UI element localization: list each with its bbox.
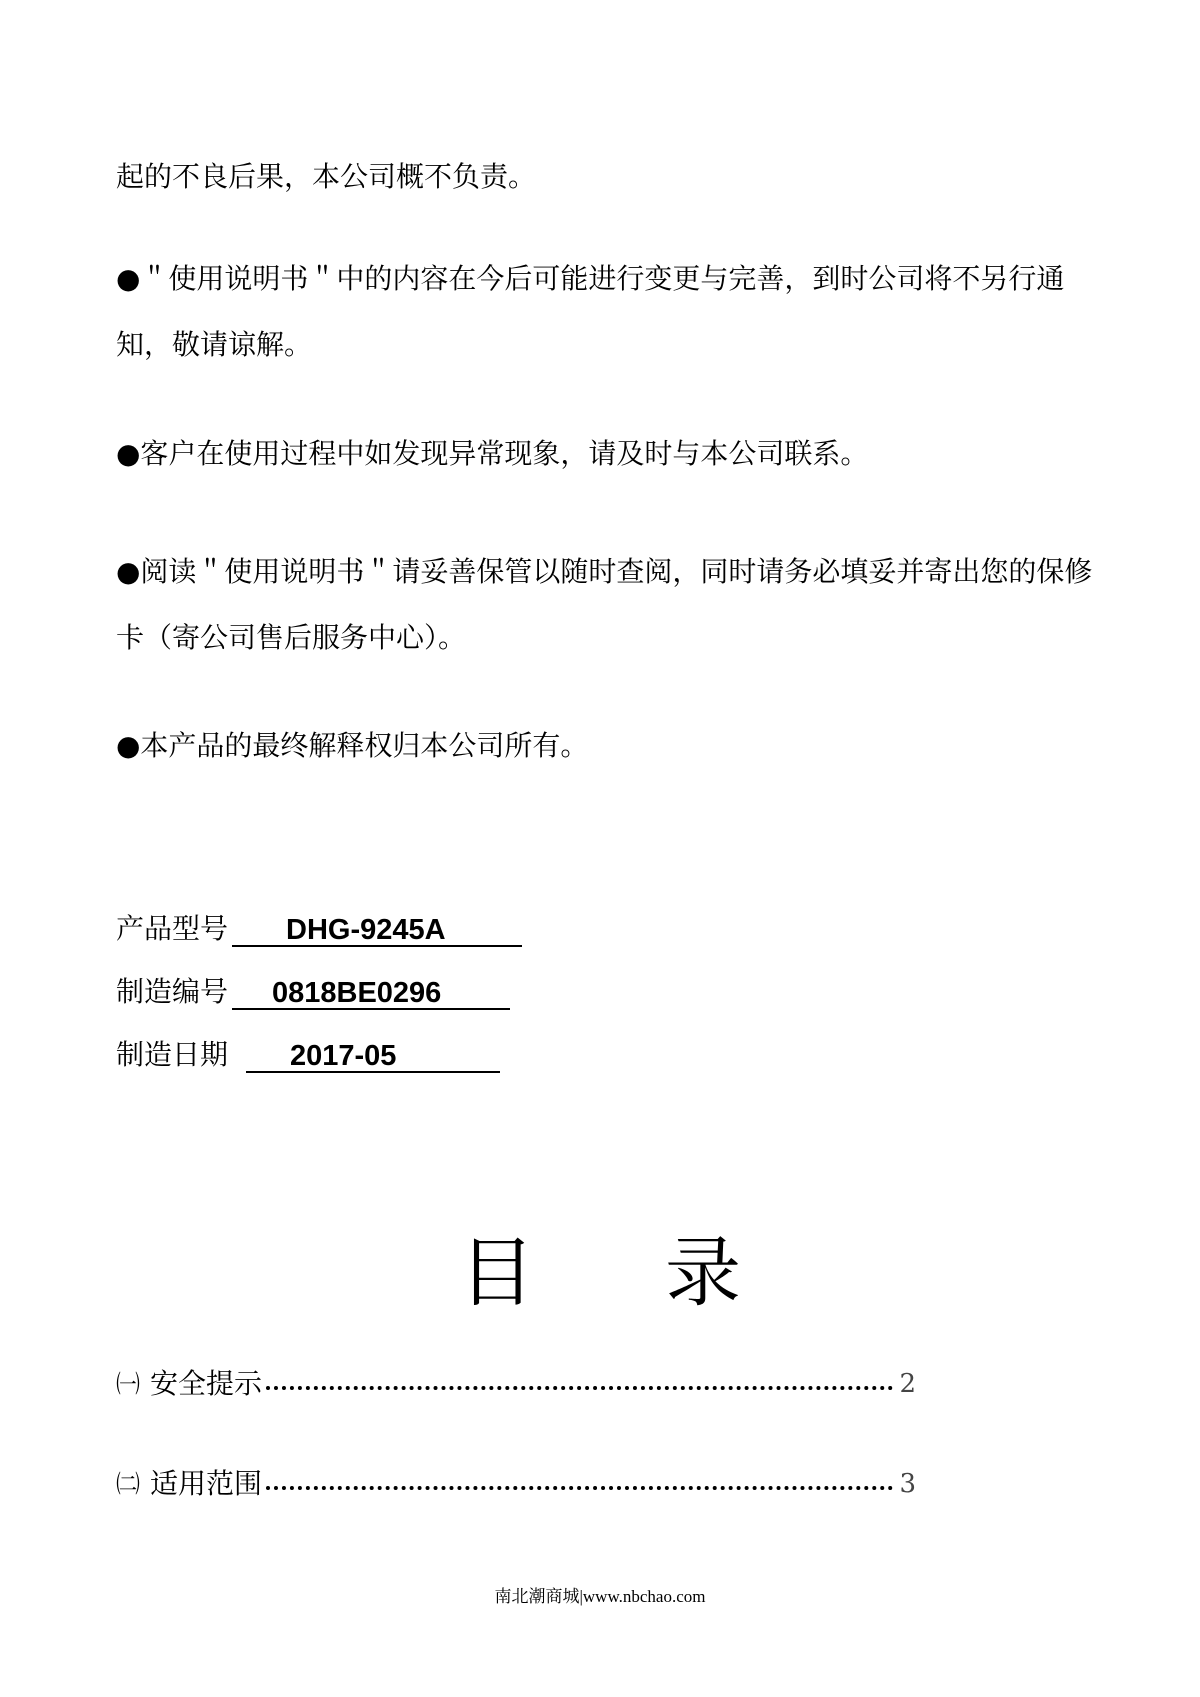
toc-item-label: 适用范围 xyxy=(150,1467,263,1500)
product-model-label: 产品型号 xyxy=(116,912,229,945)
serial-number-value: 0818BE0296 xyxy=(232,970,510,1010)
paragraph-final-interpretation: ●本产品的最终解释权归本公司所有。 xyxy=(116,729,589,762)
manufacture-date-row xyxy=(116,1033,397,1077)
paragraph-disclaimer-end: 起的不良后果，本公司概不负责。 xyxy=(116,160,537,193)
toc-item-page: 3 xyxy=(899,1469,916,1499)
toc-title-char-2: 录 xyxy=(665,1228,741,1317)
toc-leader-dots xyxy=(266,1486,893,1490)
product-model-value: DHG-9245A xyxy=(232,907,522,947)
toc-title-char-1: 目 xyxy=(459,1228,535,1317)
paragraph-manual-changes: ●＂使用说明书＂中的内容在今后可能进行变更与完善，到时公司将不另行通知，敬请谅解。 xyxy=(116,262,1065,361)
toc-item-number: ㈠ xyxy=(116,1370,140,1398)
page-footer: 南北潮商城|www.nbchao.com xyxy=(494,1587,706,1606)
manufacture-date-label: 制造日期 xyxy=(116,1038,229,1071)
product-model-row xyxy=(116,907,446,951)
toc-item-page: 2 xyxy=(899,1369,916,1399)
toc-item-label: 安全提示 xyxy=(150,1367,263,1400)
toc-item[interactable] xyxy=(116,1362,916,1406)
serial-number-row xyxy=(116,970,442,1014)
toc-leader-dots xyxy=(266,1386,893,1390)
toc-item-number: ㈡ xyxy=(116,1470,140,1498)
toc-title xyxy=(0,1228,1200,1318)
manufacture-date-value: 2017-05 xyxy=(246,1033,500,1073)
toc-item[interactable] xyxy=(116,1462,916,1506)
serial-number-label: 制造编号 xyxy=(116,975,229,1008)
paragraph-warranty-card: ●阅读＂使用说明书＂请妥善保管以随时查阅，同时请务必填妥并寄出您的保修卡（寄公司售后服务中心）。 xyxy=(116,555,1093,654)
paragraph-contact-company: ●客户在使用过程中如发现异常现象，请及时与本公司联系。 xyxy=(116,437,869,470)
